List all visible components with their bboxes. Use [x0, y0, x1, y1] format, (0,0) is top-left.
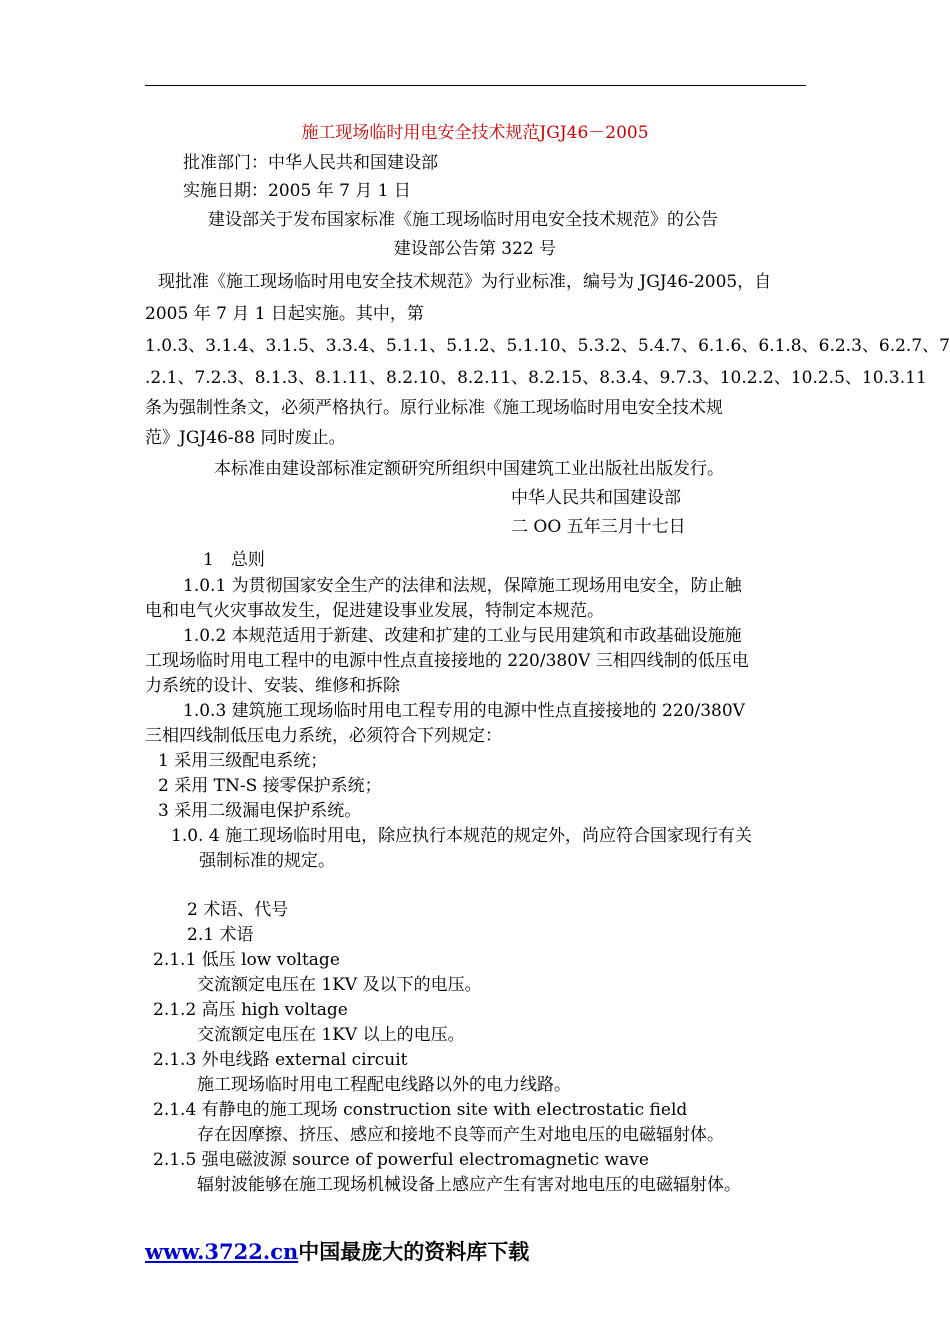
document-title: 施工现场临时用电安全技术规范JGJ46－2005: [301, 123, 649, 143]
chapter-heading: 2 术语、代号: [187, 900, 289, 920]
clause-text: 强制标准的规定。: [199, 851, 335, 871]
notice-paragraph-line: .2.1、7.2.3、8.1.3、8.1.11、8.2.10、8.2.11、8.2.15、8.3.4、9.7.3、10.2.2、10.2.5、10.3.11: [145, 368, 927, 388]
notice-paragraph-line: 现批准《施工现场临时用电安全技术规范》为行业标准，编号为 JGJ46-2005，自: [158, 272, 772, 292]
notice-title: 建设部关于发布国家标准《施工现场临时用电安全技术规范》的公告: [208, 210, 718, 230]
list-item: 1 采用三级配电系统；: [158, 751, 328, 771]
clause-text: 1.0.2 本规范适用于新建、改建和扩建的工业与民用建筑和市政基础设施施: [183, 626, 742, 646]
notice-paragraph-line: 1.0.3、3.1.4、3.1.5、3.3.4、5.1.1、5.1.2、5.1.10、5.3.2、5.4.7、6.1.6、6.1.8、6.2.3、6.2.7、7: [145, 336, 950, 356]
clause-text: 三相四线制低压电力系统，必须符合下列规定：: [145, 726, 502, 746]
publisher-statement: 本标准由建设部标准定额研究所组织中国建筑工业出版社出版发行。: [214, 459, 724, 479]
clause-text: 电和电气火灾事故发生，促进建设事业发展，特制定本规范。: [145, 601, 604, 621]
clause-text: 1.0.1 为贯彻国家安全生产的法律和法规，保障施工现场用电安全，防止触: [183, 576, 742, 596]
notice-paragraph-line: 条为强制性条文，必须严格执行。原行业标准《施工现场临时用电安全技术规: [145, 398, 723, 418]
footer-banner: [145, 1236, 529, 1266]
term-definition: 辐射波能够在施工现场机械设备上感应产生有害对地电压的电磁辐射体。: [197, 1175, 741, 1195]
notice-paragraph-line: 范》JGJ46-88 同时废止。: [145, 428, 346, 448]
clause-text: 工现场临时用电工程中的电源中性点直接接地的 220/380V 三相四线制的低压电: [145, 651, 749, 671]
term-definition: 施工现场临时用电工程配电线路以外的电力线路。: [197, 1075, 571, 1095]
term-definition: 交流额定电压在 1KV 以上的电压。: [197, 1025, 465, 1045]
chapter-heading: 1 总则: [203, 550, 265, 570]
clause-text: 1.0. 4 施工现场临时用电，除应执行本规范的规定外，尚应符合国家现行有关: [171, 826, 753, 846]
clause-text: 力系统的设计、安装、维修和拆除: [145, 676, 400, 696]
approving-department: 批准部门：中华人民共和国建设部: [183, 153, 438, 173]
section-heading: 2.1 术语: [187, 925, 254, 945]
clause-text: 1.0.3 建筑施工现场临时用电工程专用的电源中性点直接接地的 220/380V: [183, 701, 745, 721]
term-heading: 2.1.3 外电线路 external circuit: [153, 1050, 408, 1070]
term-heading: 2.1.1 低压 low voltage: [153, 950, 340, 970]
list-item: 2 采用 TN-S 接零保护系统；: [158, 776, 382, 796]
term-definition: 存在因摩擦、挤压、感应和接地不良等而产生对地电压的电磁辐射体。: [197, 1125, 724, 1145]
term-heading: 2.1.4 有静电的施工现场 construction site with electrostatic field: [153, 1100, 688, 1120]
effective-date: 实施日期：2005 年 7 月 1 日: [183, 181, 411, 201]
notice-number: 建设部公告第 322 号: [393, 239, 557, 259]
signature-organization: 中华人民共和国建设部: [511, 488, 681, 508]
header-rule: [145, 85, 806, 86]
footer-link[interactable]: www.3722.cn: [145, 1239, 299, 1264]
term-heading: 2.1.2 高压 high voltage: [153, 1000, 348, 1020]
footer-text: 中国最庞大的资料库下载: [298, 1240, 530, 1264]
signature-date: 二 OO 五年三月十七日: [511, 517, 686, 537]
notice-paragraph-line: 2005 年 7 月 1 日起实施。其中，第: [145, 304, 424, 324]
term-heading: 2.1.5 强电磁波源 source of powerful electromagnetic wave: [153, 1150, 649, 1170]
term-definition: 交流额定电压在 1KV 及以下的电压。: [197, 975, 482, 995]
list-item: 3 采用二级漏电保护系统。: [158, 801, 362, 821]
